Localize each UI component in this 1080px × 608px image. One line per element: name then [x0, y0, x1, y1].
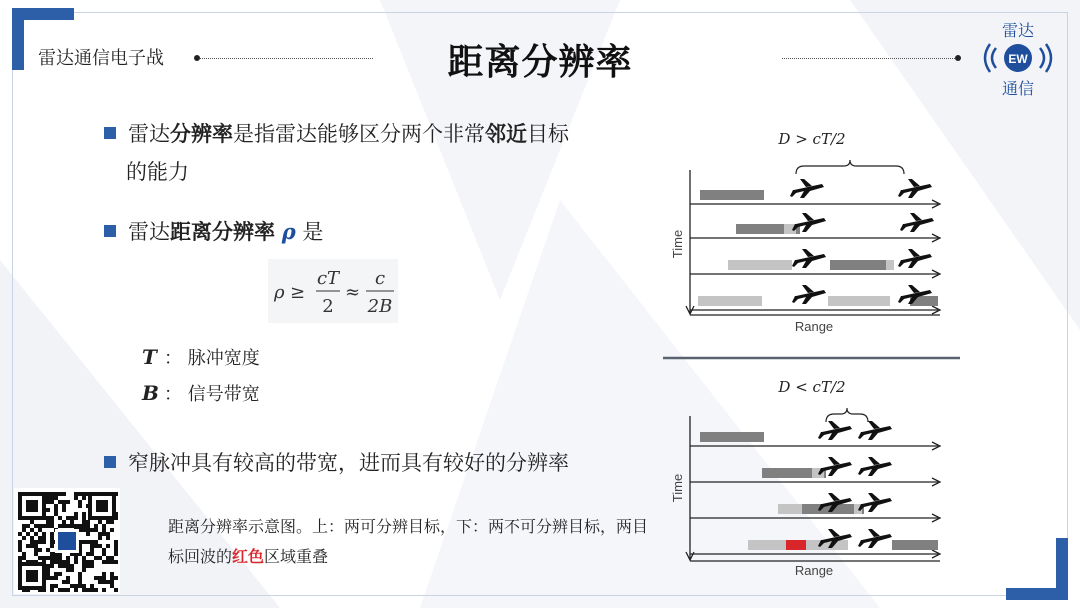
top-x-axis-label: Range	[794, 319, 834, 334]
formula-den2: 2B	[367, 296, 393, 317]
page-title: 距离分辨率	[447, 42, 633, 83]
qr-module	[78, 572, 82, 576]
qr-module	[86, 540, 90, 544]
qr-module	[66, 576, 70, 580]
qr-module	[46, 508, 50, 512]
qr-module	[34, 532, 38, 536]
qr-module	[54, 584, 58, 588]
qr-module	[78, 580, 82, 584]
qr-module	[58, 560, 62, 564]
qr-module	[34, 548, 38, 552]
qr-module	[102, 552, 106, 556]
qr-module	[54, 560, 58, 564]
qr-module	[70, 568, 74, 572]
qr-module	[90, 540, 94, 544]
qr-module	[70, 516, 74, 520]
bottom-x-axis-label: Range	[794, 563, 834, 578]
variable-symbol: T	[142, 345, 157, 369]
qr-module	[26, 532, 30, 536]
qr-module	[82, 512, 86, 516]
qr-module	[98, 536, 102, 540]
qr-module	[54, 496, 58, 500]
echo-pulse	[698, 296, 762, 306]
qr-module	[50, 496, 54, 500]
text: 窄脉冲具有较高的带宽，进而具有较好的分辨率	[128, 451, 569, 475]
qr-module	[54, 556, 58, 560]
qr-module	[82, 588, 86, 592]
qr-module	[106, 560, 110, 564]
qr-module	[66, 524, 70, 528]
qr-module	[66, 516, 70, 520]
qr-module	[86, 564, 90, 568]
qr-module	[42, 540, 46, 544]
qr-module	[110, 520, 114, 524]
qr-module	[106, 536, 110, 540]
qr-module	[66, 564, 70, 568]
qr-module	[94, 544, 98, 548]
qr-module	[82, 560, 86, 564]
qr-module	[62, 504, 66, 508]
qr-module	[90, 548, 94, 552]
qr-center-logo	[58, 532, 76, 550]
qr-module	[18, 540, 22, 544]
qr-module	[74, 584, 78, 588]
bullet-narrow-pulse	[104, 444, 569, 482]
formula-den1: 2	[322, 296, 334, 317]
bullet-range-resolution	[104, 213, 323, 251]
text: 的能力	[126, 160, 189, 184]
qr-module	[58, 572, 62, 576]
text: 是	[302, 220, 324, 244]
qr-module	[90, 544, 94, 548]
logo-mid-text: EW	[1008, 52, 1028, 66]
qr-module	[82, 584, 86, 588]
formula-num1: cT	[316, 268, 340, 289]
qr-module	[54, 572, 58, 576]
text-bold: 分辨率	[170, 122, 233, 146]
qr-module	[62, 564, 66, 568]
qr-module	[22, 536, 26, 540]
qr-module	[22, 528, 26, 532]
variable-symbol: B	[142, 381, 159, 405]
logo-wave-icon	[972, 38, 1064, 78]
logo	[968, 18, 1068, 102]
qr-module	[50, 588, 54, 592]
echo-pulse	[828, 296, 890, 306]
variable-B	[142, 380, 260, 406]
qr-module	[50, 544, 54, 548]
qr-module	[82, 516, 86, 520]
qr-module	[18, 548, 22, 552]
bottom-y-axis-label: Time	[670, 473, 685, 503]
qr-module	[54, 504, 58, 508]
qr-module	[74, 560, 78, 564]
qr-module	[102, 560, 106, 564]
qr-module	[102, 576, 106, 580]
qr-module	[102, 528, 106, 532]
qr-module	[58, 588, 62, 592]
qr-module	[106, 580, 110, 584]
echo-pulse	[830, 260, 892, 270]
qr-module	[70, 564, 74, 568]
qr-module	[102, 548, 106, 552]
qr-module	[38, 536, 42, 540]
qr-module	[30, 520, 34, 524]
qr-module	[82, 540, 86, 544]
qr-module	[22, 556, 26, 560]
qr-module	[102, 580, 106, 584]
qr-module	[62, 492, 66, 496]
qr-module	[82, 556, 86, 560]
qr-module	[54, 512, 58, 516]
qr-module	[66, 580, 70, 584]
qr-module	[110, 560, 114, 564]
bottom-condition-label: D < cT/2	[778, 378, 846, 396]
qr-module	[50, 524, 54, 528]
qr-module	[46, 564, 50, 568]
top-condition-label: D > cT/2	[778, 130, 846, 148]
qr-module	[66, 588, 70, 592]
qr-module	[50, 564, 54, 568]
qr-module	[46, 492, 50, 496]
qr-module	[22, 552, 26, 556]
qr-module	[102, 588, 106, 592]
variable-desc: 脉冲宽度	[187, 348, 260, 369]
qr-module	[90, 564, 94, 568]
qr-module	[82, 524, 86, 528]
qr-module	[50, 540, 54, 544]
formula-geq: ≥	[290, 282, 306, 303]
diagram-caption	[168, 512, 648, 572]
qr-module	[70, 520, 74, 524]
formula-num2: c	[374, 268, 386, 289]
formula-box	[268, 259, 398, 323]
bullet-square-icon	[104, 225, 116, 237]
qr-module	[30, 536, 34, 540]
echo-pulse	[886, 260, 894, 270]
qr-module	[54, 576, 58, 580]
qr-module	[50, 492, 54, 496]
qr-module	[78, 584, 82, 588]
qr-module	[42, 536, 46, 540]
qr-module	[82, 520, 86, 524]
formula	[268, 259, 398, 323]
qr-module	[98, 556, 102, 560]
qr-module	[46, 556, 50, 560]
qr-finder	[26, 500, 38, 512]
formula-rho: ρ	[274, 282, 285, 303]
qr-module	[114, 560, 118, 564]
qr-module	[106, 520, 110, 524]
qr-module	[110, 572, 114, 576]
qr-module	[110, 580, 114, 584]
qr-module	[78, 504, 82, 508]
qr-module	[78, 500, 82, 504]
qr-module	[94, 528, 98, 532]
qr-module	[30, 540, 34, 544]
text-bold: 距离分辨率	[170, 220, 275, 244]
qr-module	[82, 492, 86, 496]
qr-module	[86, 528, 90, 532]
qr-module	[102, 532, 106, 536]
qr-module	[38, 528, 42, 532]
qr-module	[58, 492, 62, 496]
qr-module	[62, 580, 66, 584]
qr-module	[98, 544, 102, 548]
variable-desc: 信号带宽	[187, 384, 260, 405]
qr-module	[94, 524, 98, 528]
qr-module	[18, 532, 22, 536]
qr-module	[62, 588, 66, 592]
qr-module	[42, 524, 46, 528]
qr-module	[86, 520, 90, 524]
aircraft-icon	[792, 285, 826, 304]
qr-module	[110, 584, 114, 588]
qr-module	[62, 520, 66, 524]
qr-module	[58, 500, 62, 504]
qr-module	[46, 500, 50, 504]
qr-module	[110, 556, 114, 560]
qr-module	[30, 528, 34, 532]
qr-module	[106, 556, 110, 560]
qr-module	[22, 524, 26, 528]
qr-module	[50, 560, 54, 564]
text: 是指雷达能够区分两个非常	[233, 122, 485, 146]
text: 雷达	[128, 220, 170, 244]
aircraft-icon	[858, 421, 892, 440]
aircraft-icon	[858, 457, 892, 476]
qr-module	[102, 572, 106, 576]
brand-name: 雷达通信电子战	[38, 48, 164, 69]
text: 目标	[527, 122, 569, 146]
qr-module	[18, 544, 22, 548]
qr-finder	[96, 500, 108, 512]
qr-module	[42, 556, 46, 560]
qr-module	[50, 500, 54, 504]
qr-module	[62, 508, 66, 512]
qr-module	[82, 528, 86, 532]
qr-code	[14, 488, 120, 594]
qr-module	[70, 584, 74, 588]
qr-module	[62, 500, 66, 504]
qr-module	[114, 544, 118, 548]
qr-module	[50, 520, 54, 524]
qr-module	[50, 556, 54, 560]
qr-module	[46, 496, 50, 500]
qr-module	[90, 552, 94, 556]
qr-module	[54, 508, 58, 512]
qr-module	[106, 544, 110, 548]
distance-brace	[796, 160, 904, 174]
qr-module	[66, 500, 70, 504]
qr-module	[86, 588, 90, 592]
qr-module	[58, 556, 62, 560]
qr-module	[70, 524, 74, 528]
variable-sep: ：	[164, 384, 182, 405]
qr-module	[94, 540, 98, 544]
aircraft-icon	[790, 179, 824, 198]
qr-module	[66, 568, 70, 572]
qr-module	[74, 524, 78, 528]
variable-T	[142, 344, 260, 370]
qr-module	[26, 524, 30, 528]
qr-module	[110, 528, 114, 532]
qr-module	[74, 516, 78, 520]
qr-module	[58, 516, 62, 520]
aircraft-icon	[898, 179, 932, 198]
qr-module	[46, 520, 50, 524]
qr-module	[86, 560, 90, 564]
echo-pulse	[728, 260, 792, 270]
qr-module	[66, 560, 70, 564]
qr-module	[50, 584, 54, 588]
qr-module	[90, 528, 94, 532]
distance-brace	[826, 408, 868, 422]
qr-module	[78, 524, 82, 528]
echo-pulse	[892, 540, 938, 550]
echo-pulse	[700, 432, 764, 442]
range-resolution-diagram	[660, 118, 970, 588]
aircraft-icon	[900, 213, 934, 232]
qr-module	[50, 576, 54, 580]
qr-module	[50, 536, 54, 540]
echo-pulse	[786, 540, 806, 550]
qr-module	[46, 516, 50, 520]
qr-module	[50, 552, 54, 556]
qr-module	[114, 576, 118, 580]
qr-module	[90, 560, 94, 564]
qr-module	[66, 556, 70, 560]
logo-top-text: 雷达	[1001, 21, 1034, 40]
qr-module	[26, 544, 30, 548]
qr-module	[74, 588, 78, 592]
top-y-axis-label: Time	[670, 229, 685, 259]
aircraft-icon	[792, 249, 826, 268]
qr-module	[86, 532, 90, 536]
qr-module	[46, 524, 50, 528]
caption-text: 距离分辨率示意图。上：两可分辨目标，下：两不可分辨目标，两目标回波的	[168, 517, 649, 566]
bullet-square-icon	[104, 456, 116, 468]
qr-module	[74, 556, 78, 560]
qr-module	[94, 556, 98, 560]
qr-module	[38, 556, 42, 560]
aircraft-icon	[898, 249, 932, 268]
aircraft-icon	[858, 529, 892, 548]
qr-module	[82, 564, 86, 568]
qr-module	[34, 540, 38, 544]
qr-module	[86, 524, 90, 528]
qr-module	[90, 584, 94, 588]
qr-module	[74, 512, 78, 516]
caption-text: 区域重叠	[264, 547, 329, 566]
qr-module	[94, 588, 98, 592]
qr-module	[34, 524, 38, 528]
aircraft-icon	[818, 421, 852, 440]
qr-module	[30, 544, 34, 548]
qr-module	[78, 576, 82, 580]
qr-module	[58, 524, 62, 528]
qr-module	[46, 568, 50, 572]
qr-module	[54, 492, 58, 496]
qr-module	[82, 568, 86, 572]
bullet-square-icon	[104, 127, 116, 139]
qr-module	[62, 524, 66, 528]
qr-module	[114, 588, 118, 592]
qr-module	[106, 532, 110, 536]
qr-module	[50, 516, 54, 520]
rho-symbol: ρ	[281, 219, 296, 244]
qr-module	[38, 524, 42, 528]
qr-module	[42, 532, 46, 536]
text: 雷达	[128, 122, 170, 146]
qr-module	[114, 540, 118, 544]
qr-module	[74, 492, 78, 496]
qr-module	[90, 588, 94, 592]
qr-module	[58, 564, 62, 568]
qr-module	[98, 576, 102, 580]
variable-sep: ：	[164, 348, 182, 369]
bullet-resolution-definition	[104, 115, 644, 191]
caption-red-text: 红色	[232, 547, 265, 566]
corner-decoration-bottom-right	[1006, 538, 1068, 600]
qr-module	[78, 492, 82, 496]
qr-module	[46, 576, 50, 580]
qr-module	[46, 572, 50, 576]
qr-module	[62, 560, 66, 564]
logo-bottom-text: 通信	[1001, 79, 1034, 98]
formula-approx: ≈	[345, 282, 361, 303]
qr-module	[110, 576, 114, 580]
qr-finder	[26, 570, 38, 582]
qr-module	[94, 576, 98, 580]
echo-pulse	[700, 190, 764, 200]
qr-module	[34, 544, 38, 548]
qr-module	[86, 552, 90, 556]
qr-module	[34, 552, 38, 556]
qr-module	[98, 520, 102, 524]
qr-module	[74, 496, 78, 500]
qr-module	[82, 496, 86, 500]
qr-module	[38, 540, 42, 544]
qr-module	[50, 532, 54, 536]
qr-module	[114, 548, 118, 552]
qr-module	[102, 524, 106, 528]
text-bold: 邻近	[485, 122, 527, 146]
qr-module	[18, 556, 22, 560]
qr-module	[46, 548, 50, 552]
qr-module	[98, 532, 102, 536]
qr-module	[38, 548, 42, 552]
qr-module	[114, 552, 118, 556]
qr-module	[98, 580, 102, 584]
